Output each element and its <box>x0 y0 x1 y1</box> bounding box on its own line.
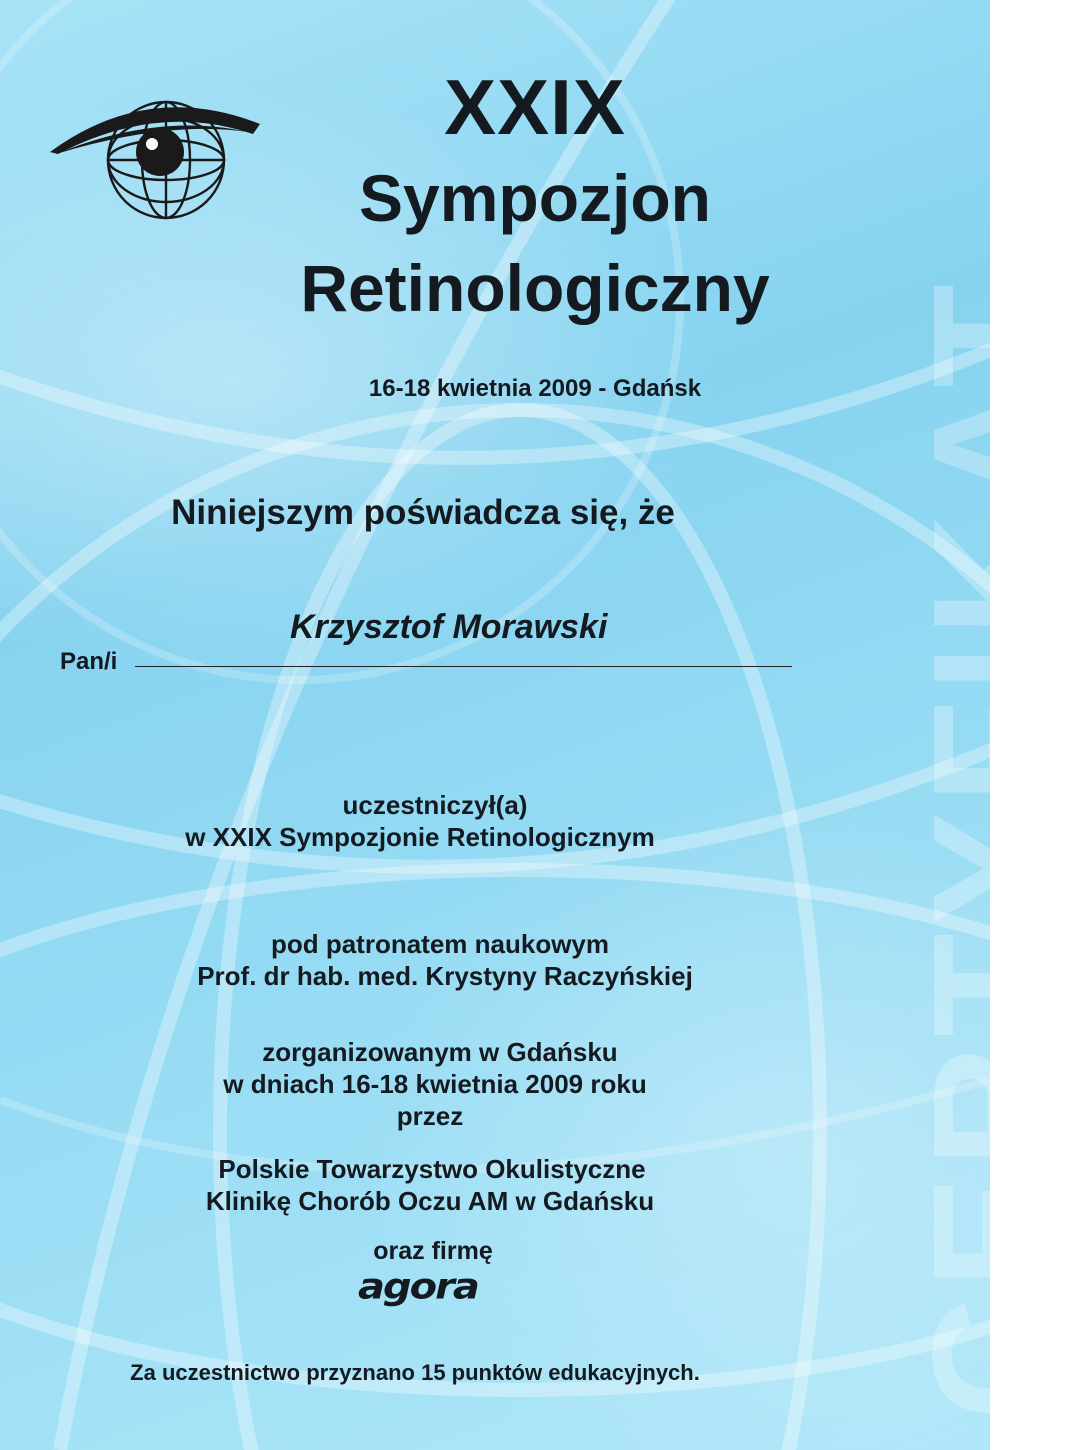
body-line-and-company: oraz firmę <box>373 1237 493 1265</box>
recipient-name: Krzysztof Morawski <box>290 608 608 646</box>
certificate-watermark: CERTYFIKAT <box>898 276 1088 1420</box>
sponsor-logo: agora <box>358 1266 478 1308</box>
education-points-note: Za uczestnictwo przyznano 15 punktów edukacyjnych. <box>130 1360 700 1385</box>
recipient-label: Pan/i <box>60 648 118 675</box>
body-line-participated: uczestniczył(a) <box>342 790 528 820</box>
body-line-organizer-2: Klinikę Chorób Oczu AM w Gdańsku <box>205 1186 655 1216</box>
event-edition: XXIX <box>444 63 626 151</box>
body-line-symposium: w XXIX Sympozjonie Retinologicznym <box>185 822 655 852</box>
body-line-organized: zorganizowanym w Gdańsku <box>262 1037 618 1067</box>
body-line-patronage: pod patronatem naukowym <box>270 929 610 959</box>
body-line-patron-name: Prof. dr hab. med. Krystyny Raczyńskiej <box>197 961 693 991</box>
event-dateline: 16-18 kwietnia 2009 - Gdańsk <box>368 375 702 402</box>
certify-statement: Niniejszym poświadcza się, że <box>171 493 675 532</box>
body-line-by: przez <box>396 1101 464 1131</box>
body-line-organizer-1: Polskie Towarzystwo Okulistyczne <box>218 1154 646 1184</box>
body-line-dates: w dniach 16-18 kwietnia 2009 roku <box>223 1069 647 1099</box>
event-title-line2: Retinologiczny <box>300 251 770 325</box>
event-title-line1: Sympozjon <box>358 161 711 235</box>
recipient-underline <box>135 666 792 667</box>
